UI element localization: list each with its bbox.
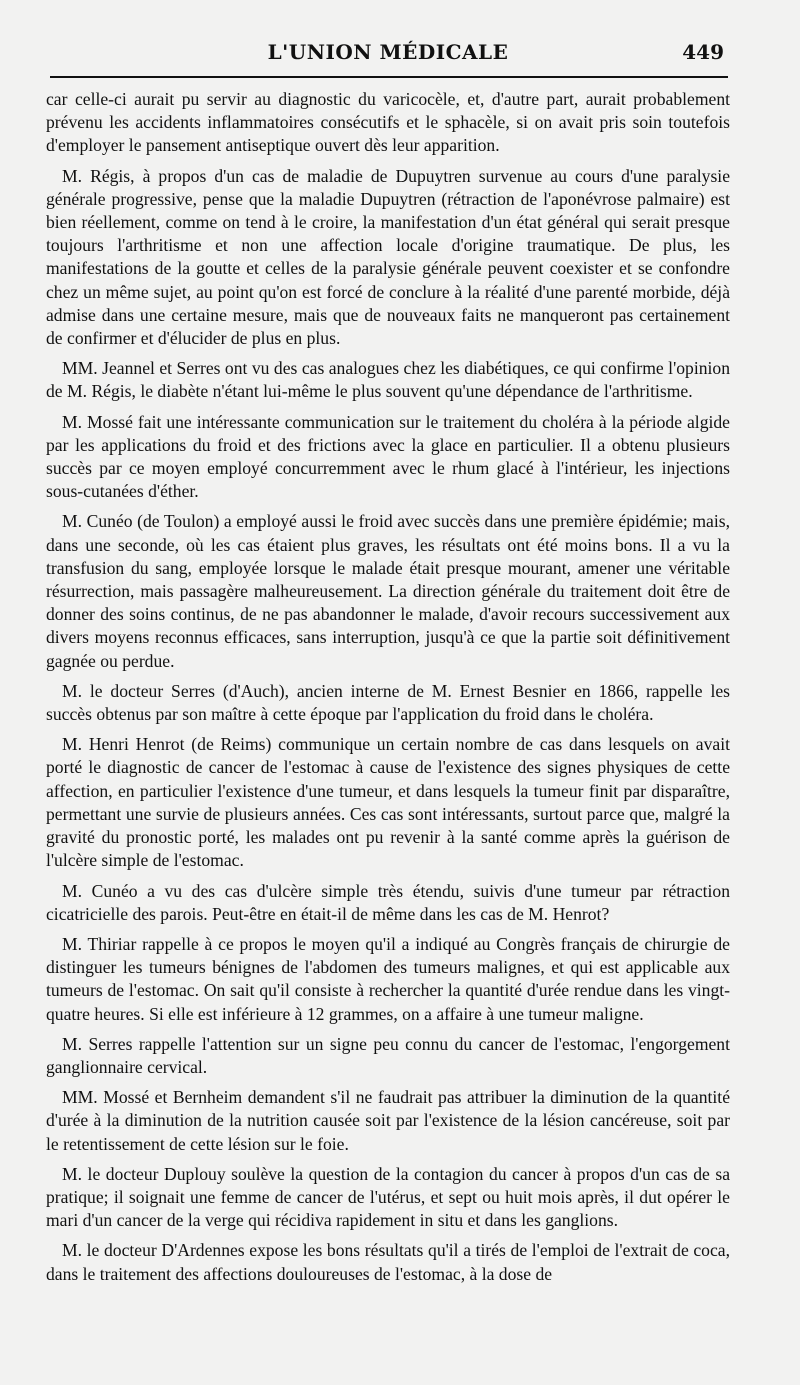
paragraph-duplouy: M. le docteur Duplouy soulève la question de la contagion du cancer à propos d'un cas de sa pratique; il soignait une femme de cancer de l'utérus, et sept ou huit mois après, il dut opérer le mari d'un cancer de la verge qui récidiva rapidement in situ et dans les ganglions. <box>46 1163 730 1231</box>
running-title: L'UNION MÉDICALE <box>267 40 509 64</box>
paragraph-dardennes: M. le docteur D'Ardennes expose les bons résultats qu'il a tirés de l'emploi de l'extrait de coca, dans le traitement des affections douloureuses de l'estomac, à la dose de <box>46 1240 730 1284</box>
paragraph-serres-signe: M. Serres rappelle l'attention sur un signe peu connu du cancer de l'estomac, l'engorgement ganglionnaire cervical. <box>46 1033 730 1077</box>
paragraph-regis: M. Régis, à propos d'un cas de maladie de Dupuytren survenue au cours d'une paralysie générale progressive, pense que la maladie Dupuytren (rétraction de l'aponévrose palmaire) est bien réellement, comme on tend à le croire, la manifestation d'un état général qui serait presque toujours l'arthritisme et non une affection locale d'origine traumatique. De plus, les manifestations de la goutte et celles de la paralysie générale peuvent coexister et se confondre chez un même sujet, au point qu'on est forcé de conclure à la réalité d'une parenté morbide, déjà admise dans une certaine mesure, mais que de nouveaux faits ne manqueront pas certainement de confirmer et d'élucider de plus en plus. <box>46 165 730 349</box>
paragraph-mosse-cholera: M. Mossé fait une intéressante communication sur le traitement du choléra à la période algide par les applications du froid et des frictions avec la glace en particulier. Il a obtenu plusieurs succès par ce moyen employé concurremment avec le rhum glacé à l'intérieur, les injections sous-cutanées d'éther. <box>46 411 730 502</box>
paragraph-henrot: M. Henri Henrot (de Reims) communique un certain nombre de cas dans lesquels on avait porté le diagnostic de cancer de l'estomac à cause de l'existence des signes physiques de cette affection, en particulier l'existence d'une tumeur, et dans lesquels la tumeur finit par disparaître, permettant une survie de plusieurs années. Ces cas sont intéressants, surtout parce que, malgré la gravité du pronostic porté, les malades ont pu revenir à la santé comme après la guérison de l'ulcère simple de l'estomac. <box>46 734 730 871</box>
body-text <box>46 88 730 1293</box>
page-number: 449 <box>682 40 724 64</box>
paragraph-thiriar: M. Thiriar rappelle à ce propos le moyen qu'il a indiqué au Congrès français de chirurgie de distinguer les tumeurs bénignes de l'abdomen des tumeurs malignes, et qui est applicable aux tumeurs de l'estomac. On sait qu'il consiste à rechercher la quantité d'urée rendue dans les vingt-quatre heures. Si elle est inférieure à 12 grammes, on a affaire à une tumeur maligne. <box>46 933 730 1024</box>
paragraph-jeannel-serres: MM. Jeannel et Serres ont vu des cas analogues chez les diabétiques, ce qui confirme l'opinion de M. Régis, le diabète n'étant lui-même le plus souvent qu'une dépendance de l'arthritisme. <box>46 358 730 402</box>
page-header <box>46 36 730 76</box>
paragraph-serres-auch: M. le docteur Serres (d'Auch), ancien interne de M. Ernest Besnier en 1866, rappelle les succès obtenus par son maître à cette époque par l'application du froid dans le choléra. <box>46 680 730 725</box>
paragraph-cuneo-toulon: M. Cunéo (de Toulon) a employé aussi le froid avec succès dans une première épidémie; mais, dans une seconde, où les cas étaient plus graves, les résultats ont été moins bons. Il a vu la transfusion du sang, employée lorsque le malade était presque mourant, amener une véritable résurrection, mais passagère malheureusement. La direction générale du traitement doit être de donner des soins continus, de ne pas abandonner le malade, d'avoir recours successivement aux divers moyens reconnus efficaces, sans interruption, jusqu'à ce que la partie soit définitivement gagnée ou perdue. <box>46 511 730 671</box>
paragraph-cuneo-ulcere: M. Cunéo a vu des cas d'ulcère simple très étendu, suivis d'une tumeur par rétraction cicatricielle des parois. Peut-être en était-il de même dans les cas de M. Henrot? <box>46 880 730 924</box>
header-rule <box>50 76 728 78</box>
paragraph-mosse-bernheim: MM. Mossé et Bernheim demandent s'il ne faudrait pas attribuer la diminution de la quantité d'urée à la diminution de la nutrition causée soit par l'existence de la lésion cancéreuse, soit par le retentissement de cette lésion sur le foie. <box>46 1087 730 1154</box>
paragraph-continuation: car celle-ci aurait pu servir au diagnostic du varicocèle, et, d'autre part, aurait probablement prévenu les accidents inflammatoires consécutifs et le sphacèle, si on avait pris soin toutefois d'employer le pansement antiseptique ouvert dès leur apparition. <box>46 89 730 156</box>
